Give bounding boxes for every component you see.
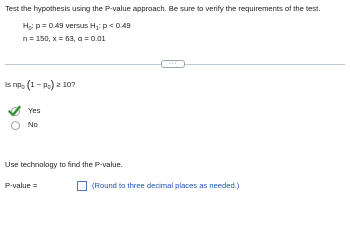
problem-instruction: Test the hypothesis using the P-value approach. Be sure to verify the requirements of the test.	[5, 4, 321, 13]
radio-no[interactable]	[11, 121, 20, 130]
more-toggle-button[interactable]	[161, 60, 185, 68]
rounding-hint: (Round to three decimal places as needed.)	[92, 181, 240, 190]
h1-statement: : p < 0.49	[98, 21, 131, 30]
task-instruction: Use technology to find the P-value.	[5, 160, 123, 169]
pvalue-input[interactable]	[77, 181, 87, 191]
ellipsis-icon: ···	[168, 60, 178, 67]
option-no-label[interactable]: No	[28, 120, 38, 129]
requirement-question: Is $np_0$ $(1 - p_0) \ge 10$?	[5, 79, 76, 91]
h1-subscript: 1	[95, 26, 99, 32]
h0-subscript: 0	[28, 26, 32, 32]
checkmark-icon	[8, 105, 21, 117]
given-values: n = 150, x = 63, α = 0.01	[23, 34, 106, 43]
pvalue-label: P-value =	[5, 181, 38, 190]
option-yes-label[interactable]: Yes	[28, 106, 41, 115]
h0-statement: : p = 0.49 versus H	[31, 21, 96, 30]
h0-label: H	[23, 21, 29, 30]
hypotheses	[23, 21, 131, 34]
